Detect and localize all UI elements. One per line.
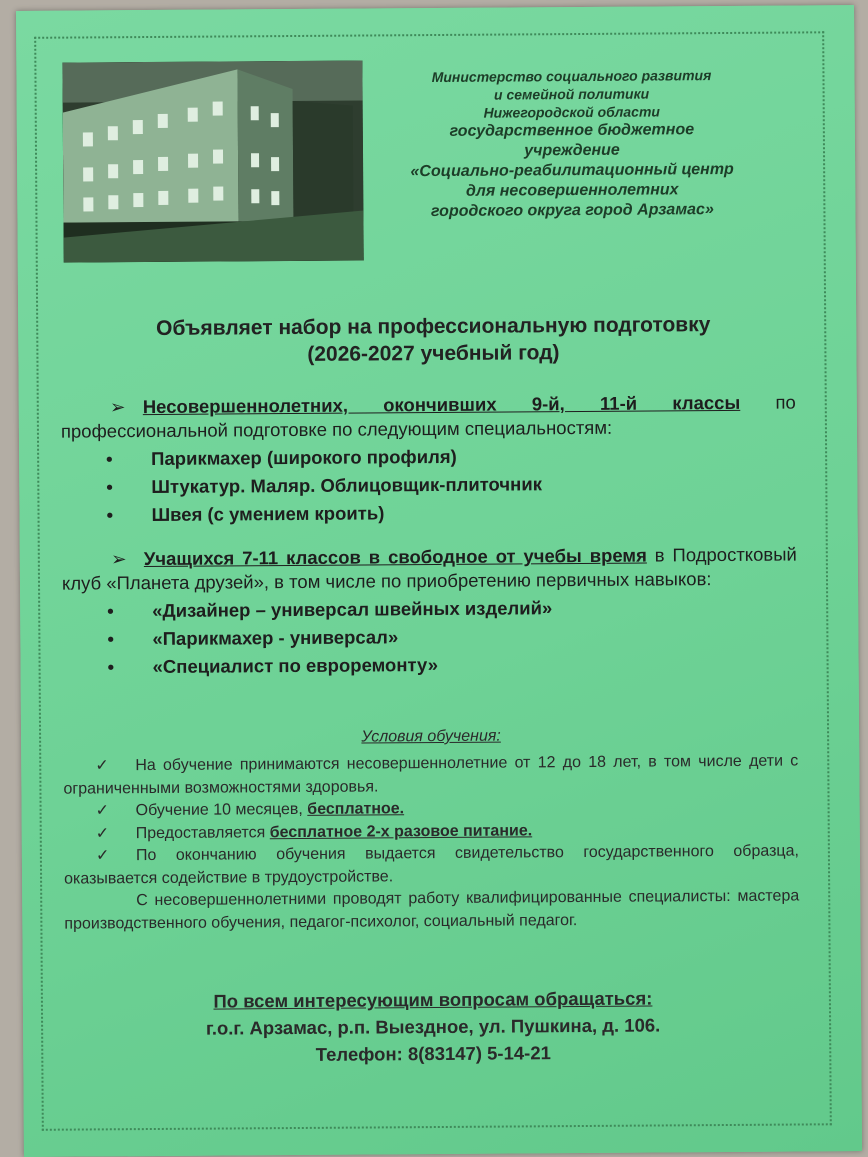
header-line: «Социально-реабилитационный центр: [410, 160, 734, 181]
arrow-icon: ➢: [110, 548, 127, 570]
check-icon: ✓: [95, 757, 109, 775]
title-line: Объявляет набор на профессиональную подготовку: [155, 313, 711, 340]
flyer-sheet: [16, 5, 862, 1157]
section-graduates: [61, 391, 797, 530]
header-line: и семейной политики: [493, 85, 650, 103]
section-lead: [61, 391, 796, 444]
section-students: [62, 543, 798, 682]
check-icon: ✓: [95, 824, 110, 842]
contacts-phone: Телефон: 8(83147) 5-14-21: [315, 1042, 551, 1065]
header-line: для несовершеннолетних: [465, 181, 679, 200]
list-item: • «Специалист по евроремонту»: [62, 648, 797, 681]
conditions-title: Условия обучения:: [361, 727, 501, 746]
conditions-list: [63, 750, 799, 935]
list-item: • «Парикмахер - универсал»: [62, 620, 797, 653]
condition-item: [63, 750, 798, 800]
contacts-block: [53, 983, 814, 1069]
section-text: в Подростковый клуб «Планета друзей», в том числе по приобретению первичных навыков:: [61, 543, 797, 594]
specialty-list: [61, 441, 797, 530]
building-photo: [62, 61, 363, 263]
section-lead: [62, 543, 797, 596]
header-line: учреждение: [524, 141, 620, 160]
condition-text: На обучение принимаются несовершеннолетние от 12 до 18 лет, в том числе дети с ограниченными возможностями здоровья.: [63, 752, 799, 798]
list-item: • «Дизайнер – универсал швейных изделий»: [62, 593, 797, 626]
header-line: Нижегородской области: [483, 103, 660, 121]
staff-text: [64, 885, 799, 935]
section-heading: Учащихся 7-11 классов в свободное от учебы время: [143, 544, 647, 570]
staff-description: С несовершеннолетними проводят работу квалифицированные специалисты: мастера производственного обучения, педагог-психолог, социальный педагог.: [64, 887, 800, 933]
building-image: [62, 61, 363, 263]
check-icon: ✓: [95, 847, 110, 865]
organization-header: [371, 66, 772, 223]
condition-text: Обучение 10 месяцев,: [135, 800, 308, 820]
contacts-heading: По всем интересующим вопросам обращаться:: [213, 987, 653, 1012]
title-line: (2026-2027 учебный год): [307, 341, 560, 366]
condition-text: Предоставляется: [135, 823, 270, 842]
section-heading: Несовершеннолетних, окончивших 9-й, 11-й классы: [142, 391, 741, 418]
section-text: по профессиональной подготовке по следующим специальностям:: [60, 391, 796, 442]
condition-item: [64, 840, 799, 890]
header-line: государственное бюджетное: [449, 121, 695, 140]
arrow-icon: ➢: [109, 396, 126, 418]
check-icon: ✓: [95, 802, 110, 820]
header-line: Министерство социального развития: [431, 67, 712, 86]
announcement-title: [48, 310, 818, 369]
list-item: • Парикмахер (широкого профиля): [61, 441, 796, 474]
club-list: [62, 593, 798, 682]
condition-highlight: бесплатное.: [307, 800, 405, 818]
condition-highlight: бесплатное 2-х разовое питание.: [269, 821, 533, 841]
list-item: • Швея (с умением кроить): [61, 497, 796, 530]
list-item: • Штукатур. Маляр. Облицовщик-плиточник: [61, 469, 796, 502]
header-line: городского округа город Арзамас»: [430, 201, 714, 221]
contacts-address: г.о.г. Арзамас, р.п. Выездное, ул. Пушкина, д. 106.: [205, 1014, 661, 1039]
condition-text: По окончанию обучения выдается свидетельство государственного образца, оказывается содействие в трудоустройстве.: [64, 842, 799, 888]
